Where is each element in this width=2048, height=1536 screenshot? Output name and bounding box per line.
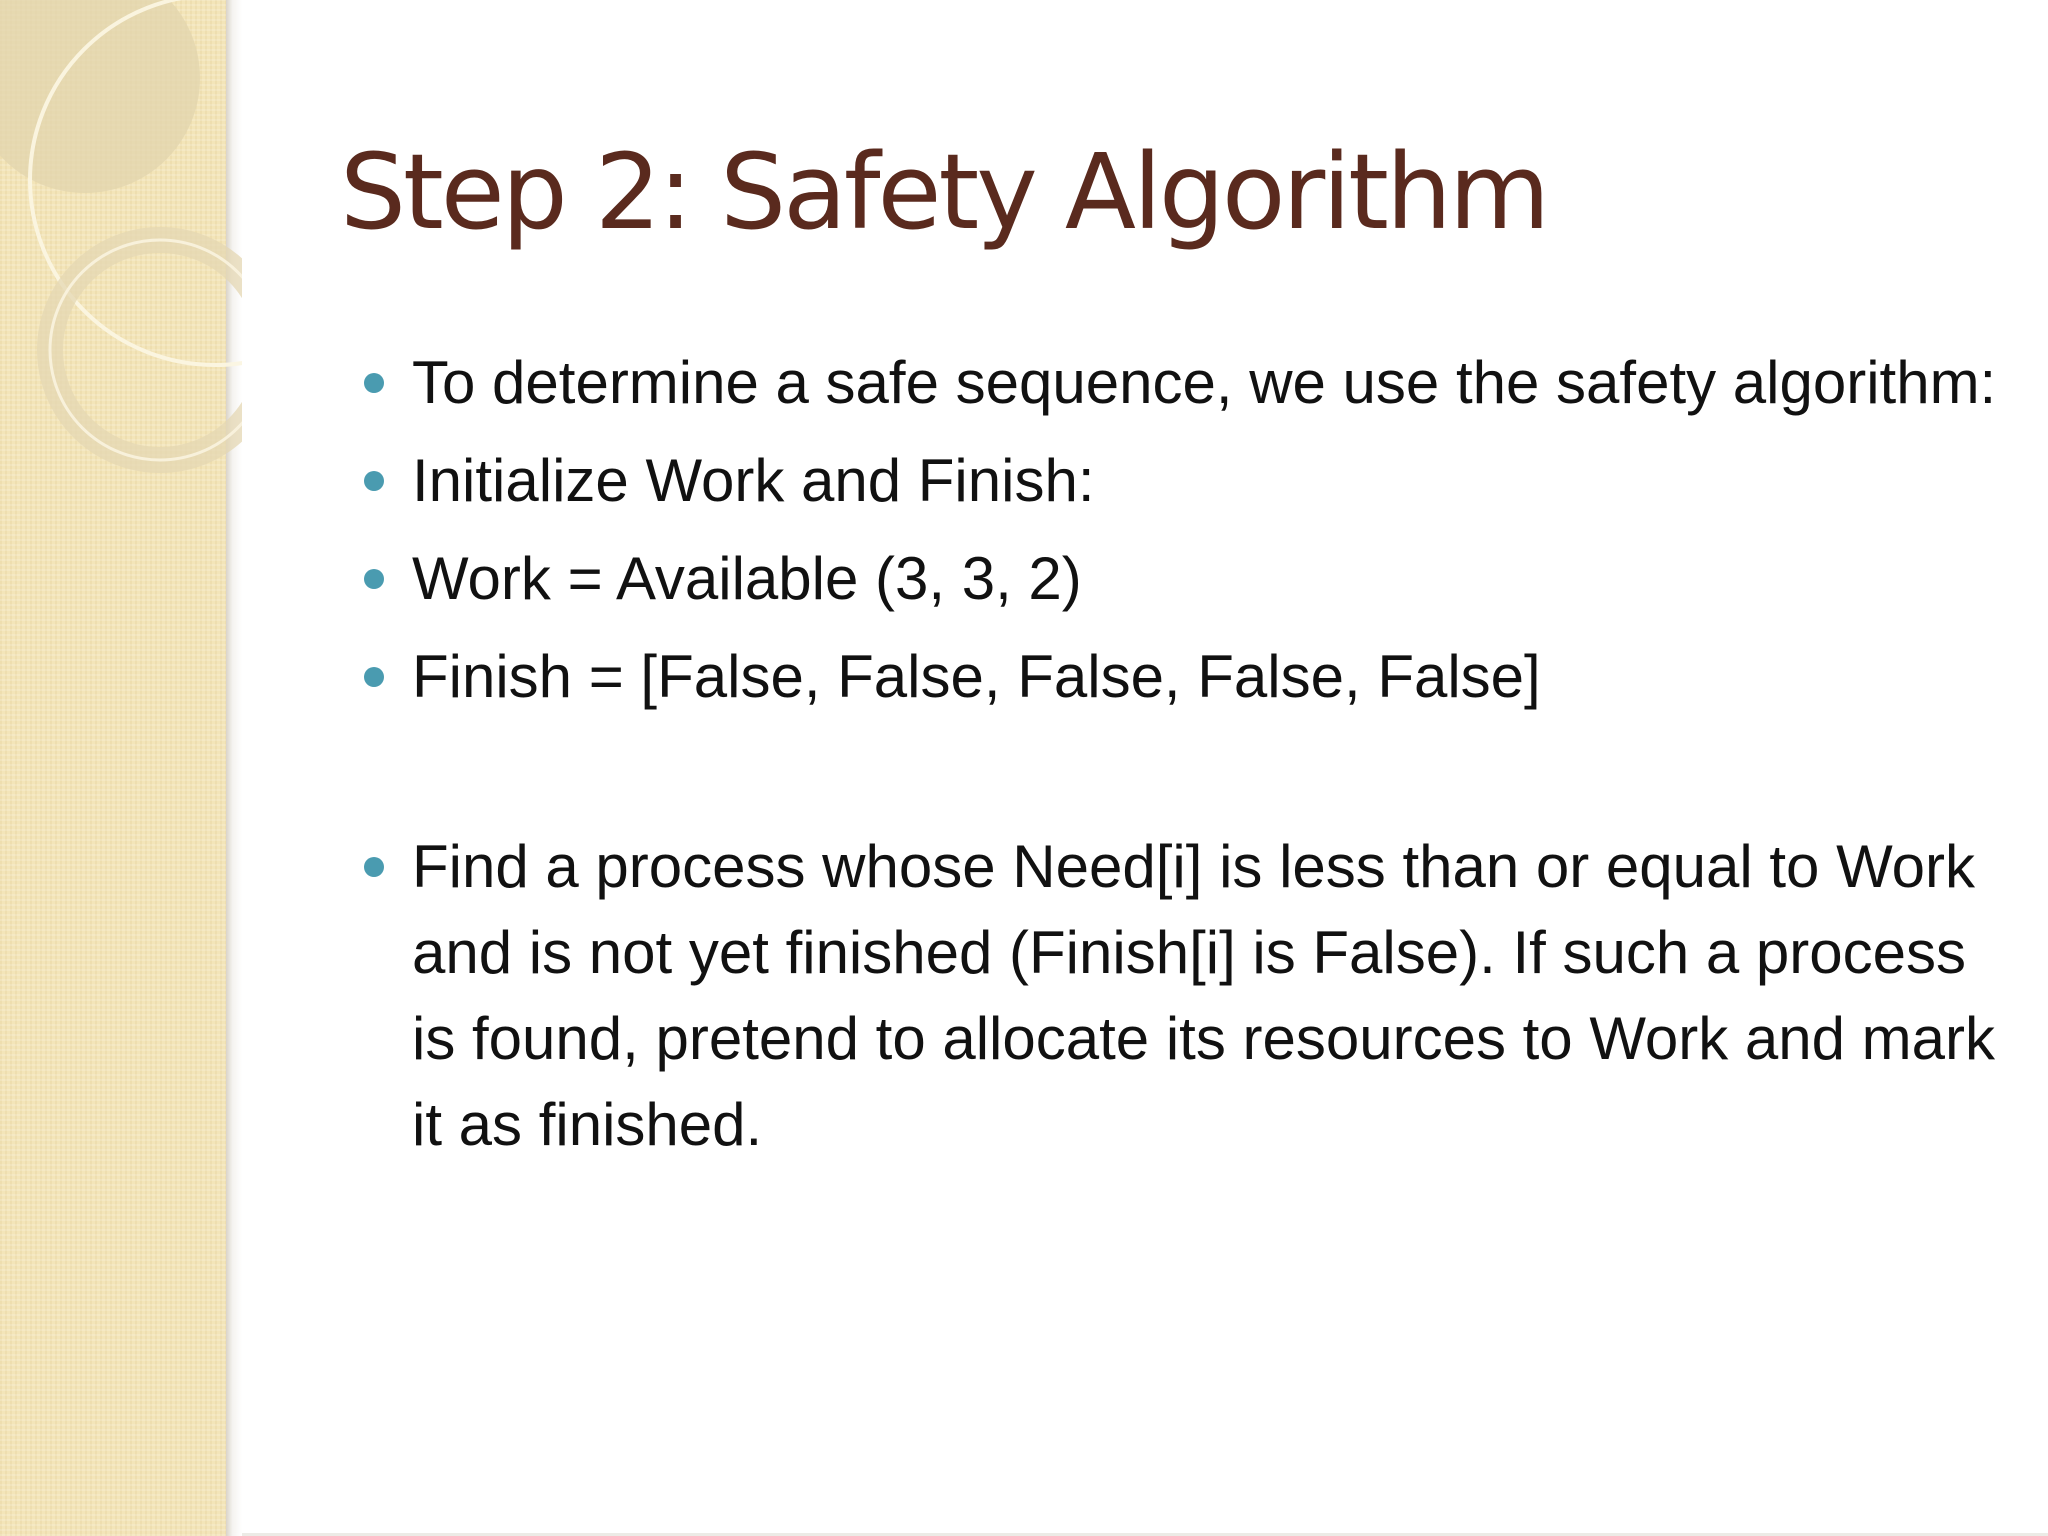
bullet-text: Work = Available (3, 3, 2) [412, 545, 1082, 612]
bullet-dot-icon [364, 471, 384, 491]
bullet-text: Initialize Work and Finish: [412, 447, 1095, 514]
bullet-text: Finish = [False, False, False, False, False] [412, 643, 1541, 710]
bullet-list [350, 340, 2010, 1180]
bullet-dot-icon [364, 373, 384, 393]
bullet-text: To determine a safe sequence, we use the safety algorithm: [412, 349, 1997, 416]
bullet-item [350, 536, 2010, 622]
bullet-dot-icon [364, 569, 384, 589]
bullet-item [350, 824, 2010, 1168]
bullet-dot-icon [364, 857, 384, 877]
decorative-circles-graphic [0, 0, 242, 520]
bullet-item [350, 634, 2010, 720]
bullet-dot-icon [364, 667, 384, 687]
bullet-text: Find a process whose Need[i] is less than or equal to Work and is not yet finished (Finish[i] is False). If such a process is found, pretend to allocate its resources to Work and mark it as finished. [412, 833, 1995, 1158]
bullet-item [350, 438, 2010, 524]
bullet-item [350, 340, 2010, 426]
slide-title: Step 2: Safety Algorithm [340, 131, 1548, 253]
